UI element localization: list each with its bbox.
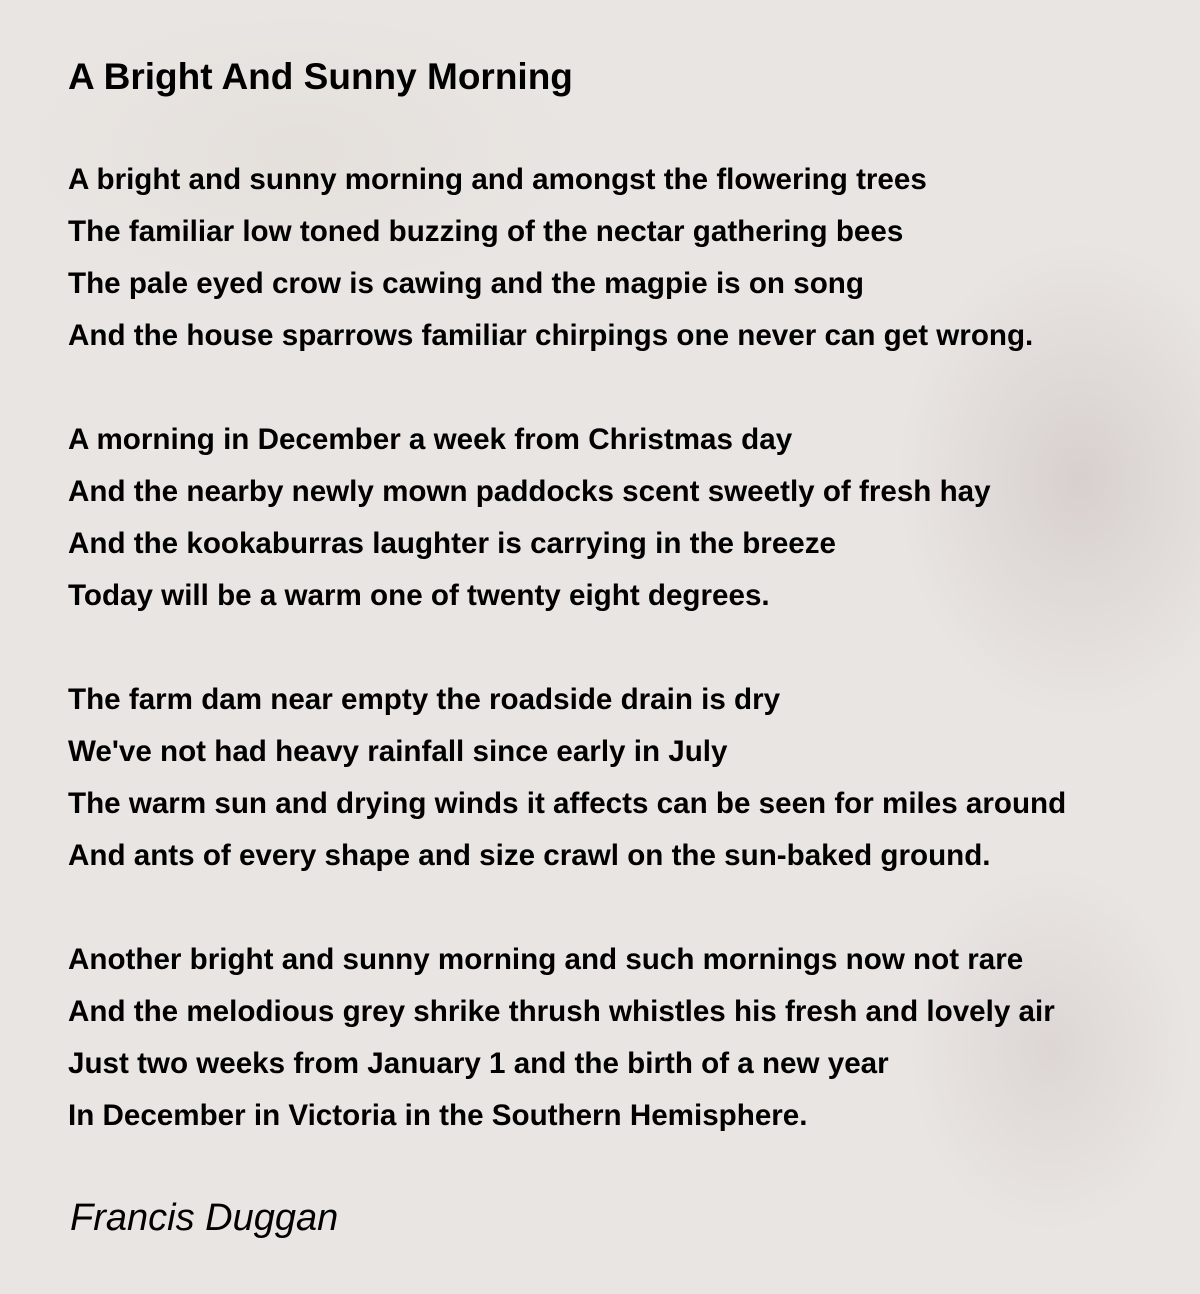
stanza-4 — [68, 934, 1066, 1142]
poem-body — [68, 154, 1066, 1194]
poem-line: Just two weeks from January 1 and the birth of a new year — [68, 1047, 889, 1080]
poem-line: A morning in December a week from Christmas day — [68, 423, 793, 456]
poem-line: The familiar low toned buzzing of the nectar gathering bees — [68, 215, 904, 248]
poem-line: The warm sun and drying winds it affects can be seen for miles around — [68, 787, 1067, 820]
poem-line: And the kookaburras laughter is carrying in the breeze — [68, 527, 836, 560]
stanza-1 — [68, 154, 1066, 362]
poem-line: A bright and sunny morning and amongst the flowering trees — [68, 163, 927, 196]
poem-line: And ants of every shape and size crawl on the sun-baked ground. — [68, 839, 991, 872]
stanza-3 — [68, 674, 1066, 882]
poem-title: A Bright And Sunny Morning — [68, 56, 573, 97]
poem-line: Today will be a warm one of twenty eight degrees. — [68, 579, 770, 612]
poem-line: We've not had heavy rainfall since early in July — [68, 735, 728, 768]
poem-line: Another bright and sunny morning and such mornings now not rare — [68, 943, 1024, 976]
poem-author: Francis Duggan — [70, 1197, 339, 1239]
poem-line: And the nearby newly mown paddocks scent sweetly of fresh hay — [68, 475, 991, 508]
stanza-2 — [68, 414, 1066, 622]
poem-line: And the house sparrows familiar chirpings one never can get wrong. — [68, 319, 1034, 352]
poem-line: The pale eyed crow is cawing and the magpie is on song — [68, 267, 864, 300]
poem-line: The farm dam near empty the roadside drain is dry — [68, 683, 781, 716]
poem-line: And the melodious grey shrike thrush whistles his fresh and lovely air — [68, 995, 1055, 1028]
poem-line: In December in Victoria in the Southern Hemisphere. — [68, 1099, 808, 1132]
